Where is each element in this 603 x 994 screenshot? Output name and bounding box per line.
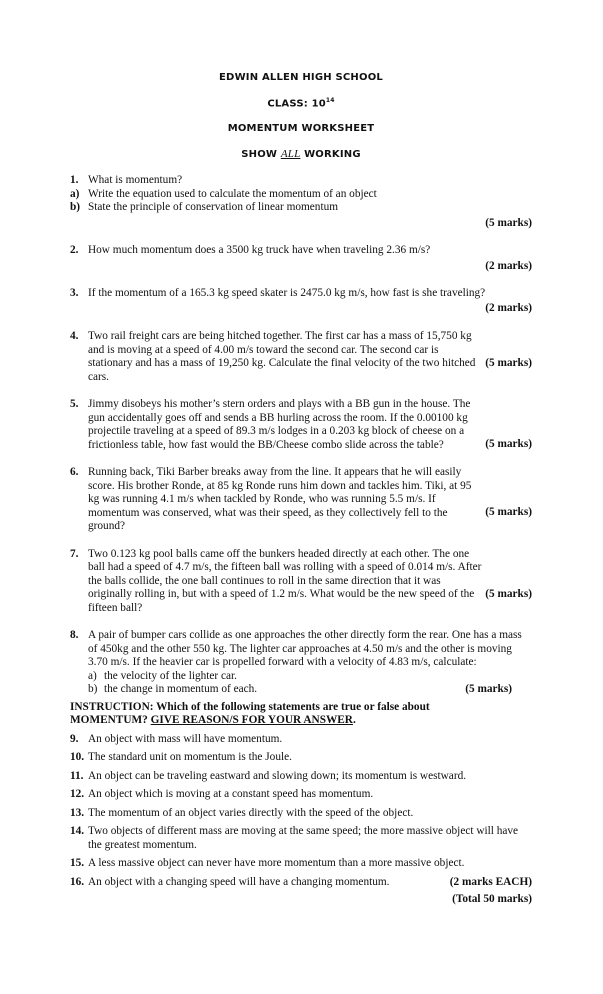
worksheet-title: MOMENTUM WORKSHEET — [227, 123, 375, 135]
show-post: WORKING — [300, 149, 361, 161]
statement-text: An object can be traveling eastward and slowing down; its momentum is westward. — [88, 769, 467, 782]
sub-text-b: the change in momentum of each. — [104, 683, 258, 696]
question-text: If the momentum of a 165.3 kg speed skater is 2475.0 kg m/s, how fast is she traveling? — [88, 287, 486, 300]
question-number: 7. — [70, 547, 79, 560]
total-marks: (Total 50 marks) — [452, 893, 532, 906]
statement-item — [70, 751, 532, 765]
statement-text: Two objects of different mass are moving at the same speed; the more massive object will have the greatest momentum. — [88, 825, 519, 851]
instruction-line-1: INSTRUCTION: Which of the following statements are true or false about — [70, 700, 430, 713]
class-label — [70, 97, 532, 109]
instruction-block — [70, 701, 532, 728]
question-text: Running back, Tiki Barber breaks away from the line. It appears that he will easily score. His brother Ronde, at 85 kg Ronde runs him down and tackles him. Tiki, at 95 kg was running 4.1 m/s when tackled by Ronde, who was running 5.5 m/s. If momentum was conserved, what was their speed, as they collectively fell to the ground? — [88, 466, 472, 533]
question-5 — [70, 398, 532, 452]
question-4 — [70, 330, 532, 384]
statement-number: 13. — [70, 806, 85, 819]
question-number: 5. — [70, 398, 79, 411]
statement-number: 9. — [70, 732, 79, 745]
question-text: How much momentum does a 3500 kg truck have when traveling 2.36 m/s? — [88, 244, 431, 257]
statement-text: An object with mass will have momentum. — [88, 732, 283, 745]
sub-text-a: the velocity of the lighter car. — [104, 669, 238, 682]
statement-item — [70, 770, 532, 784]
statement-number: 11. — [70, 769, 84, 782]
question-number: 1. — [70, 174, 79, 187]
sub-text-a: Write the equation used to calculate the momentum of an object — [88, 187, 377, 200]
statement-number: 10. — [70, 751, 85, 764]
show-emphasis: ALL — [280, 148, 301, 161]
statement-item — [70, 788, 532, 802]
show-working-heading — [70, 148, 532, 160]
statement-text: The standard unit on momentum is the Joule. — [88, 751, 292, 764]
sub-letter-a: a) — [70, 187, 80, 200]
question-number: 4. — [70, 330, 79, 343]
sub-letter-b: b) — [70, 201, 81, 214]
question-marks: (2 marks) — [485, 259, 532, 272]
question-6 — [70, 466, 532, 534]
question-3 — [70, 287, 532, 315]
sub-letter-a: a) — [88, 669, 97, 682]
question-number: 2. — [70, 244, 79, 257]
statement-text: An object with a changing speed will have a changing momentum. — [88, 875, 390, 888]
statement-number: 15. — [70, 857, 85, 870]
school-name: EDWIN ALLEN HIGH SCHOOL — [219, 72, 383, 83]
sub-text-b: State the principle of conservation of linear momentum — [88, 201, 339, 214]
question-8 — [70, 629, 532, 697]
question-marks: (5 marks) — [485, 506, 532, 519]
question-marks: (2 marks) — [485, 301, 532, 314]
statement-text: A less massive object can never have more momentum than a more massive object. — [88, 857, 465, 870]
question-marks: (5 marks) — [485, 438, 532, 451]
question-marks: (5 marks) — [485, 357, 532, 370]
show-pre: SHOW — [241, 149, 281, 161]
question-7 — [70, 548, 532, 616]
question-text: Two rail freight cars are being hitched together. The first car has a mass of 15,750 kg and is moving at a speed of 4.00 m/s toward the second car. The second car is stationary and has a mass of 19,250 kg. Calculate the final velocity of the two hitched cars. — [88, 330, 476, 383]
instruction-post: . — [352, 714, 356, 727]
statement-text: The momentum of an object varies directly with the speed of the object. — [88, 806, 414, 819]
question-text: What is momentum? — [88, 174, 183, 187]
class-superscript: 14 — [325, 97, 335, 104]
question-text: A pair of bumper cars collide as one approaches the other directly form the rear. One has a mass of 450kg and the other 550 kg. The lighter car approaches at 4.50 m/s and the other is moving 3.70 m/s. If the heavier car is propelled forward with a velocity of 4.83 m/s, calculate: — [88, 629, 522, 669]
sub-letter-b: b) — [88, 683, 98, 696]
statement-item — [70, 857, 532, 871]
question-marks: (5 marks) — [485, 216, 532, 229]
marks-each: (2 marks EACH) — [449, 875, 532, 888]
statement-number: 14. — [70, 825, 85, 838]
statement-item — [70, 825, 532, 852]
question-2 — [70, 244, 532, 273]
question-marks: (5 marks) — [485, 587, 532, 600]
instruction-underlined: GIVE REASON/S FOR YOUR ANSWER — [150, 714, 353, 727]
question-marks: (5 marks) — [465, 683, 512, 696]
statement-text: An object which is moving at a constant speed has momentum. — [88, 788, 374, 801]
statement-item — [70, 807, 532, 821]
statement-item — [70, 733, 532, 747]
class-text: CLASS: 10 — [267, 98, 326, 110]
question-number: 3. — [70, 287, 79, 300]
instruction-line-2 — [70, 714, 532, 728]
statement-item — [70, 876, 532, 890]
statement-number: 16. — [70, 875, 85, 888]
question-1 — [70, 174, 532, 230]
true-false-list — [70, 733, 532, 907]
instruction-pre: MOMENTUM? — [70, 714, 151, 727]
question-text: Two 0.123 kg pool balls came off the bunkers headed directly at each other. The one ball had a speed of 4.7 m/s, the fifteen ball was rolling with a speed of 0.014 m/s. After the balls collide, the one ball continues to roll in the same direction that it was originally rolling in, but with a speed of 1.2 m/s. What would be the new speed of the fifteen ball? — [88, 547, 482, 614]
question-number: 8. — [70, 629, 79, 642]
question-number: 6. — [70, 466, 79, 479]
question-text: Jimmy disobeys his mother’s stern orders and plays with a BB gun in the house. The gun accidentally goes off and sends a BB hurling across the room. If the 0.00100 kg projectile traveling at a speed of 89.3 m/s lodges in a 0.203 kg block of cheese on a frictionless table, how fast would the BB/Cheese combo slide across the table? — [88, 398, 471, 451]
statement-number: 12. — [70, 788, 85, 801]
